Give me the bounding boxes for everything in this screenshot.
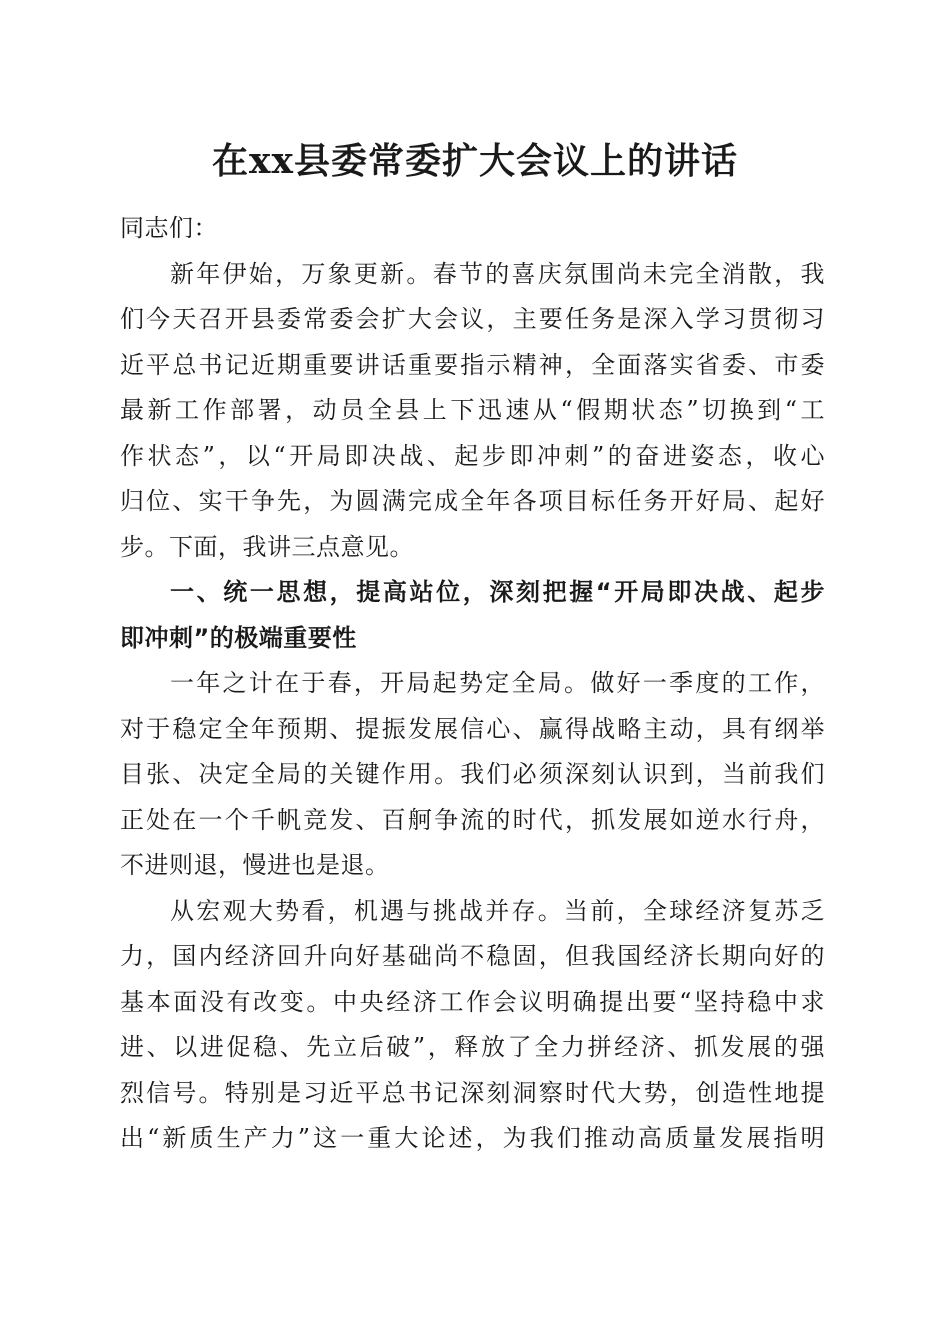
paragraph-line: 力，国内经济回升向好基础尚不稳固，但我国经济长期向好的 [120,942,825,970]
paragraph-spring [120,661,825,889]
paragraph-line: 一年之计在于春，开局起势定全局。做好一季度的工作， [170,669,825,697]
paragraph-line: 从宏观大势看，机遇与挑战并存。当前，全球经济复苏乏 [170,896,825,925]
paragraph-line: 不进则退，慢进也是退。 [120,851,390,879]
salutation: 同志们： [120,214,218,242]
paragraph-line: 最新工作部署，动员全县上下迅速从“假期状态”切换到“工 [120,396,825,424]
document-title: 在xx县委常委扩大会议上的讲话 [212,140,738,182]
paragraph-line: 作状态”，以“开局即决战、起步即冲刺”的奋进姿态，收心 [120,441,825,470]
paragraph-line: 目张、决定全局的关键作用。我们必须深刻认识到，当前我们 [120,760,825,788]
heading-line: 一、统一思想，提高站位，深刻把握“开局即决战、起步 [170,578,825,606]
paragraph-line: 近平总书记近期重要讲话重要指示精神，全面落实省委、市委 [120,350,825,379]
paragraph-intro [120,252,825,571]
section-heading-1 [120,570,825,661]
paragraph-line: 们今天召开县委常委会扩大会议，主要任务是深入学习贯彻习 [120,305,825,333]
paragraph-macro [120,889,825,1162]
paragraph-line: 进、以进促稳、先立后破”，释放了全力拼经济、抓发展的强 [120,1033,825,1061]
heading-line: 即冲刺”的极端重要性 [120,623,357,652]
paragraph-line: 基本面没有改变。中央经济工作会议明确提出要“坚持稳中求 [120,987,825,1016]
paragraph-line: 步。下面，我讲三点意见。 [120,532,414,561]
paragraph-line: 出“新质生产力”这一重大论述，为我们推动高质量发展指明 [120,1124,825,1152]
document-body [120,206,825,1162]
paragraph-line: 归位、实干争先，为圆满完成全年各项目标任务开好局、起好 [120,487,825,515]
paragraph-line: 正处在一个千帆竞发、百舸争流的时代，抓发展如逆水行舟， [120,805,825,834]
paragraph-line: 烈信号。特别是习近平总书记深刻洞察时代大势，创造性地提 [120,1078,825,1107]
paragraph-line: 新年伊始，万象更新。春节的喜庆氛围尚未完全消散，我 [170,259,825,288]
paragraph-line: 对于稳定全年预期、提振发展信心、赢得战略主动，具有纲举 [120,714,825,743]
